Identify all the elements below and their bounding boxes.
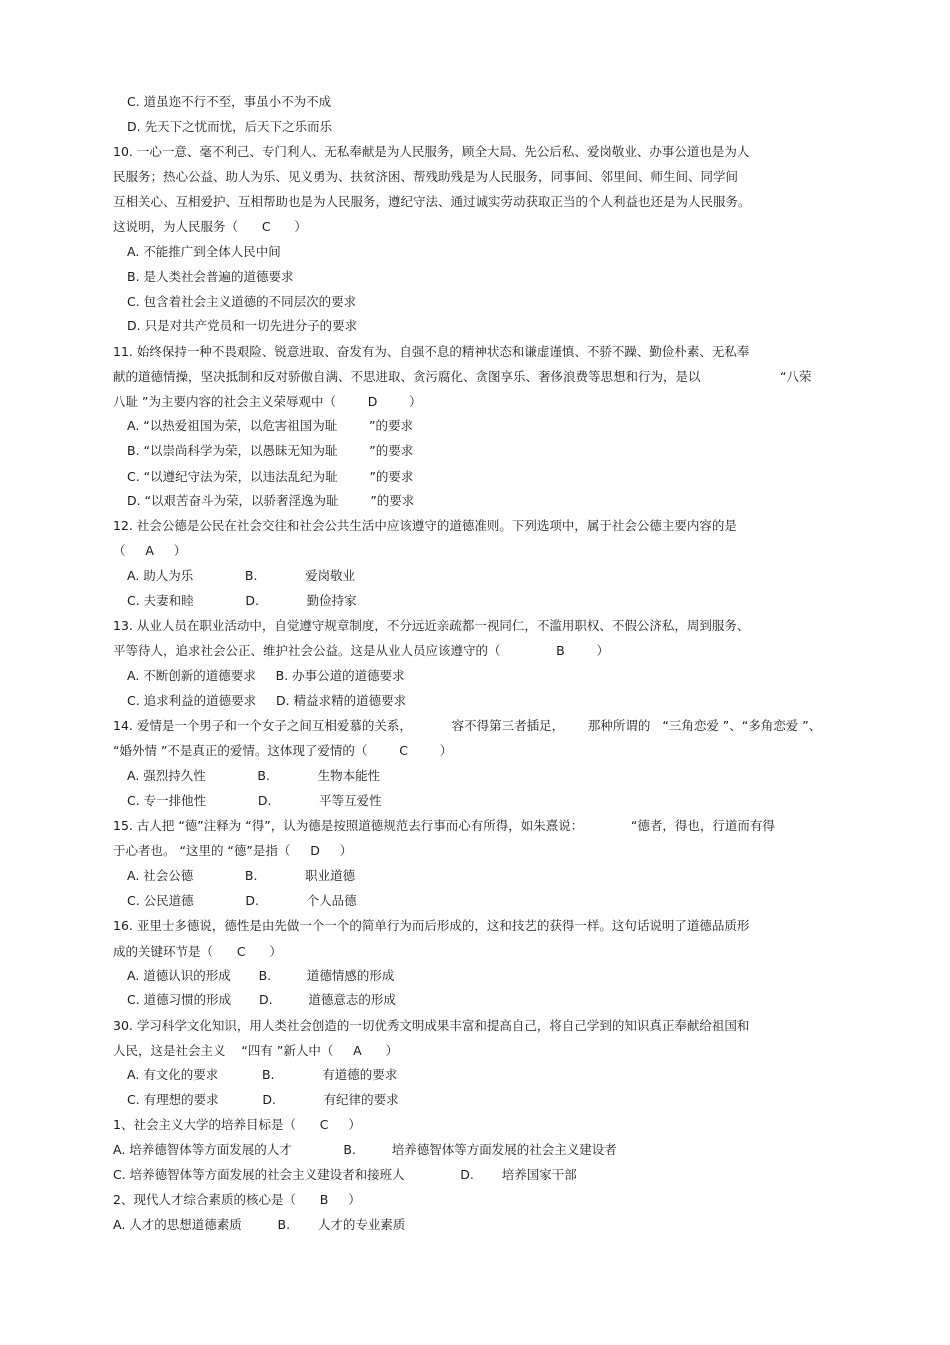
text-line: A. 强烈持久性 B. 生物本能性 <box>127 768 381 783</box>
text-line: C. 公民道德 D. 个人品德 <box>127 893 357 908</box>
text-line: 献的道德情操，坚决抵制和反对骄傲自满、不思进取、贪污腐化、贪图享乐、奢侈浪费等思想和行为，是以 “八荣 <box>113 369 812 384</box>
text-line: C. 培养德智体等方面发展的社会主义建设者和接班人 D. 培养国家干部 <box>113 1167 577 1182</box>
text-line: A. 助人为乐 B. 爱岗敬业 <box>127 568 356 583</box>
text-line: 12. 社会公德是公民在社会交往和社会公共生活中应该遵守的道德准则。下列选项中，属于社会公德主要内容的是 <box>113 518 737 533</box>
text-line: 八耻 ”为主要内容的社会主义荣辱观中（ D ） <box>113 394 422 409</box>
text-line: D. 只是对共产党员和一切先进分子的要求 <box>127 318 358 333</box>
text-line: D. “以艰苦奋斗为荣，以骄奢淫逸为耻 ”的要求 <box>127 493 415 508</box>
text-line: 16. 亚里士多德说，德性是由先做一个一个的简单行为而后形成的，这和技艺的获得一样。这句话说明了道德品质形 <box>113 918 750 933</box>
text-line: A. 道德认识的形成 B. 道德情感的形成 <box>127 968 395 983</box>
text-line: 于心者也。 “这里的 “德”是指（ D ） <box>113 843 353 858</box>
text-line: 30. 学习科学文化知识，用人类社会创造的一切优秀文明成果丰富和提高自己，将自己学到的知识真正奉献给祖国和 <box>113 1018 750 1033</box>
text-line: “婚外情 ”不是真正的爱情。这体现了爱情的（ C ） <box>113 743 453 758</box>
text-line: 互相关心、互相爱护、互相帮助也是为人民服务，遵纪守法、通过诚实劳动获取正当的个人利益也还是为人民服务。 <box>113 194 751 209</box>
text-line: 1、社会主义大学的培养目标是（ C ） <box>113 1117 361 1132</box>
text-line: 2、现代人才综合素质的核心是（ B ） <box>113 1192 361 1207</box>
text-line: B. “以崇尚科学为荣，以愚昧无知为耻 ”的要求 <box>127 443 414 458</box>
text-line: C. 包含着社会主义道德的不同层次的要求 <box>127 294 357 309</box>
text-line: B. 是人类社会普遍的道德要求 <box>127 269 294 284</box>
text-line: 人民，这是社会主义 “四有 ”新人中（ A ） <box>113 1043 399 1058</box>
text-line: 15. 古人把 “德”注释为 “得”，认为德是按照道德规范去行事而心有所得，如朱熹说： “德者，得也，行道而有得 <box>113 818 775 833</box>
text-line: 平等待人，追求社会公正、维护社会公益。这是从业人员应该遵守的（ B ） <box>113 643 609 658</box>
text-line: C. “以遵纪守法为荣，以违法乱纪为耻 ”的要求 <box>127 469 414 484</box>
text-line: C. 有理想的要求 D. 有纪律的要求 <box>127 1092 399 1107</box>
text-line: 13. 从业人员在职业活动中，自觉遵守规章制度，不分远近亲疏都一视同仁，不滥用职权、不假公济私，周到服务、 <box>113 618 750 633</box>
text-line: C. 追求利益的道德要求 D. 精益求精的道德要求 <box>127 693 407 708</box>
text-line: A. 社会公德 B. 职业道德 <box>127 868 356 883</box>
text-line: 14. 爱情是一个男子和一个女子之间互相爱慕的关系， 容不得第三者插足， 那种所谓的 “三角恋爱 ”、“多角恋爱 ”、 <box>113 718 822 733</box>
text-line: D. 先天下之忧而忧，后天下之乐而乐 <box>127 119 333 134</box>
text-line: C. 夫妻和睦 D. 勤俭持家 <box>127 593 357 608</box>
text-line: A. 不能推广到全体人民中间 <box>127 244 281 259</box>
text-line: C. 道虽迩不行不至，事虽小不为不成 <box>127 94 332 109</box>
text-line: C. 道德习惯的形成 D. 道德意志的形成 <box>127 992 396 1007</box>
text-line: A. 不断创新的道德要求 B. 办事公道的道德要求 <box>127 668 405 683</box>
text-line: C. 专一排他性 D. 平等互爱性 <box>127 793 382 808</box>
text-line: 成的关键环节是（ C ） <box>113 944 282 959</box>
text-line: A. 人才的思想道德素质 B. 人才的专业素质 <box>113 1217 406 1232</box>
text-line: A. 培养德智体等方面发展的人才 B. 培养德智体等方面发展的社会主义建设者 <box>113 1142 617 1157</box>
text-line: 这说明，为人民服务（ C ） <box>113 219 307 234</box>
text-line: A. 有文化的要求 B. 有道德的要求 <box>127 1067 398 1082</box>
text-line: 民服务；热心公益、助人为乐、见义勇为、扶贫济困、帮残助残是为人民服务，同事间、邻里间、师生间、同学间 <box>113 169 739 184</box>
text-line: 11. 始终保持一种不畏艰险、锐意进取、奋发有为、自强不息的精神状态和谦虚谨慎、不骄不躁、勤俭朴素、无私奉 <box>113 344 750 359</box>
text-line: （ A ） <box>113 543 187 558</box>
text-line: 10. 一心一意、毫不利己、专门利人、无私奉献是为人民服务，顾全大局、先公后私、爱岗敬业、办事公道也是为人 <box>113 144 750 159</box>
text-line: A. “以热爱祖国为荣，以危害祖国为耻 ”的要求 <box>127 418 414 433</box>
